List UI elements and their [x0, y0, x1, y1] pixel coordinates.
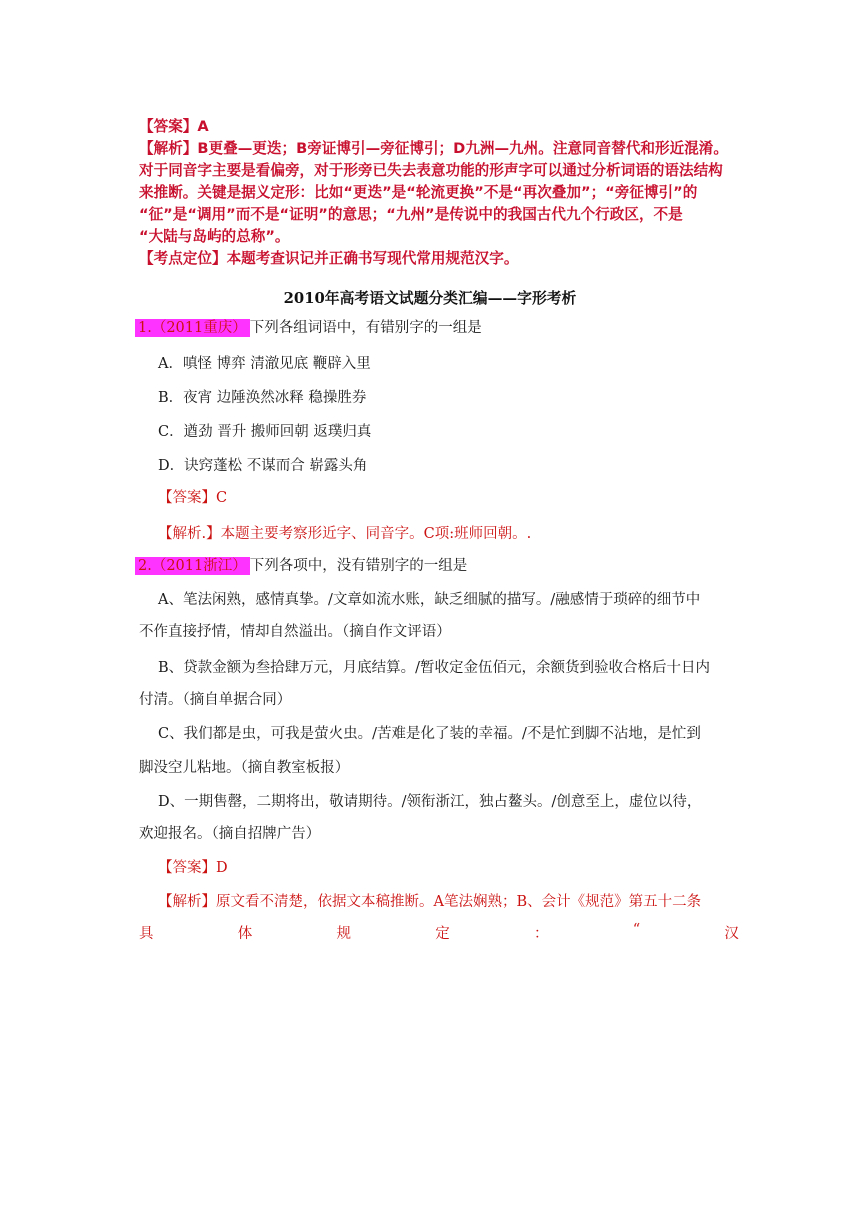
q2-stem-line	[135, 554, 467, 575]
q2-option-a-line1: A、笔法闲熟，感情真挚。/文章如流水账，缺乏细腻的描写。/融感情于琐碎的细节中	[158, 592, 701, 608]
q1-analysis: 【解析.】本题主要考察形近字、同音字。C项:班师回朝。.	[158, 526, 532, 542]
kaodian-line	[139, 248, 759, 270]
previous-answer-block	[139, 116, 759, 270]
analysis-line-2: 对于同音字主要是看偏旁，对于形旁已失去表意功能的形声字可以通过分析词语的语法结构	[139, 162, 723, 179]
q1-stem: 下列各组词语中，有错别字的一组是	[249, 320, 482, 336]
analysis-line-5: “大陆与岛屿的总称”。	[139, 228, 290, 245]
answer-label: 【答案】	[139, 118, 198, 135]
q2-option-a-line2: 不作直接抒情，情却自然溢出。（摘自作文评语）	[139, 624, 451, 640]
q1-option-a: A．嗔怪 博弈 清澈见底 鞭辟入里	[158, 356, 371, 372]
q2-option-d-line1: D、一期售罄，二期将出，敬请期待。/领衔浙江，独占鳌头。/创意至上，虚位以待，	[158, 794, 702, 810]
analysis-line-4: “征”是“调用”而不是“证明”的意思；“九州”是传说中的我国古代九个行政区，不是	[139, 206, 683, 223]
kaodian-label: 【考点定位】	[139, 250, 227, 267]
q1-option-b: B．夜宵 边陲涣然冰释 稳操胜券	[158, 390, 367, 406]
kaodian-text: 本题考查识记并正确书写现代常用规范汉字。	[226, 250, 519, 267]
q2-option-c-line2: 脚没空儿粘地。（摘自教室板报）	[139, 760, 350, 776]
section-heading: 2010年高考语文试题分类汇编——字形考析	[283, 290, 577, 307]
q1-stem-line	[135, 316, 482, 337]
q2-answer: 【答案】D	[158, 860, 228, 876]
q1-source-tag: 1.（2011重庆）	[135, 319, 250, 337]
answer-line	[139, 116, 759, 138]
q2-stem: 下列各项中，没有错别字的一组是	[249, 558, 468, 574]
q2-option-b-line1: B、贷款金额为叁拾肆万元，月底结算。/暂收定金伍佰元，余额货到验收合格后十日内	[158, 660, 711, 676]
q2-option-d-line2: 欢迎报名。（摘自招牌广告）	[139, 826, 321, 842]
q2-analysis-line2: 具 体 规 定 ： “ 汉	[139, 922, 739, 942]
q1-answer: 【答案】C	[158, 490, 228, 506]
analysis-line-1: 【解析】B更叠—更迭；B旁证博引—旁征博引；D九洲—九州。注意同音替代和形近混淆。	[139, 140, 728, 157]
q2-source-tag: 2.（2011浙江）	[135, 557, 250, 575]
q2-analysis-line1: 【解析】原文看不清楚，依据文本稿推断。A笔法娴熟；B、会计《规范》第五十二条	[158, 894, 702, 910]
q2-option-c-line1: C、我们都是虫，可我是萤火虫。/苦难是化了装的幸福。/不是忙到脚不沾地，是忙到	[158, 726, 701, 742]
q1-option-c: C．遒劲 晋升 搬师回朝 返璞归真	[158, 424, 372, 440]
q2-option-b-line2: 付清。（摘自单据合同）	[139, 692, 292, 708]
analysis-line-3: 来推断。关键是据义定形：比如“更迭”是“轮流更换”不是“再次叠加”；“旁征博引”的	[139, 184, 698, 201]
analysis-label: 【解析】	[139, 140, 198, 157]
q1-option-d: D．诀窍蓬松 不谋而合 崭露头角	[158, 458, 368, 474]
answer-value: A	[197, 118, 209, 135]
